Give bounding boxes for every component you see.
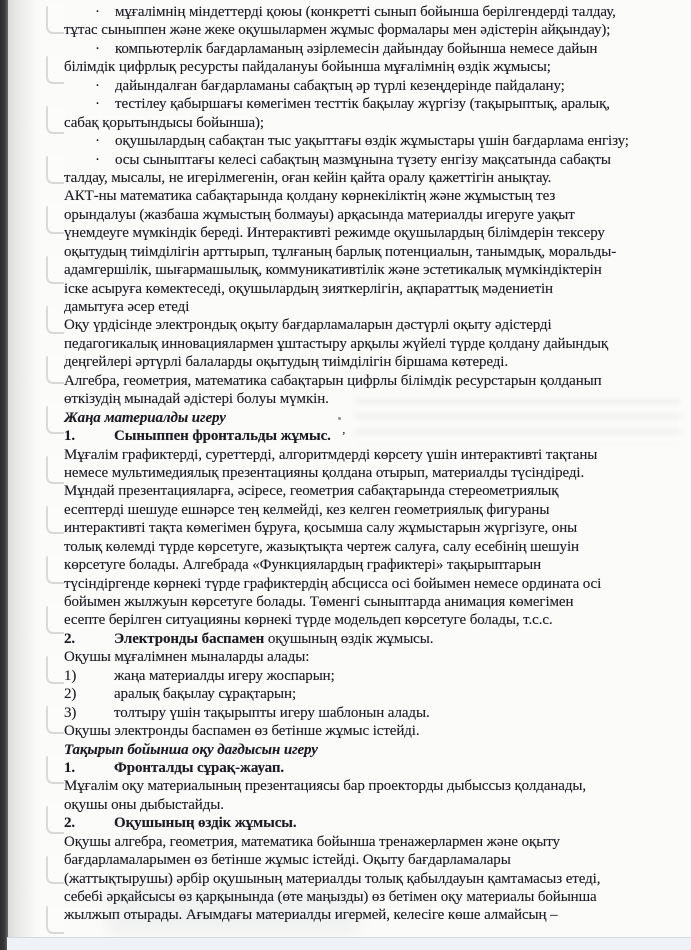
text-line [64,446,679,464]
list-number: 2) [64,686,77,703]
text-line [64,501,679,519]
bullet-marker: · [95,4,100,20]
text-line [64,353,679,371]
line-text: Сыныппен фронтальды жұмыс. [114,428,331,445]
paragraph-plain [64,833,679,925]
paragraph-heading [64,741,679,759]
text-line [64,593,679,611]
scan-bottom-strip [7,937,691,950]
list-number: 2. [64,815,76,832]
paragraph-numbold [64,759,679,777]
text-line [64,187,679,205]
bullet-marker: · [95,133,100,150]
text-line [64,556,679,574]
line-text: жаңа материалды игеру жоспарын; [114,667,335,684]
binding-hole-mark [46,206,64,234]
line-text: жылжып отырады. Ағымдағы материалды игермей, келесіге көше алмайсың – [64,907,558,924]
line-text: орындалуы (жазбаша жұмыстың болмауы) арқасында материалды игеруге уақыт [64,206,575,223]
line-text: адамгершілік, шығармашылық, коммуникативтілік және эстетикалық мүмкіндіктерін [64,262,602,279]
line-text: компьютерлік бағдарламаның әзірлемесін дайындау бойынша немесе дайын [115,40,598,57]
line-text: тұтас сыныппен және жеке оқушылармен жұмыс формалары мен әдістерін айқындау); [64,22,611,39]
binding-hole-mark [46,506,64,534]
paragraph-numlist [64,704,679,722]
line-text: Мұндай презентацияларға, әсіресе, геометрия сабақтарында стереометриялық [64,483,559,500]
text-line [64,906,679,924]
paragraph-bullet [64,132,679,150]
line-text: дайындалған бағдарламаны сабақтың әр түрлі кезеңдерінде пайдалану; [115,77,565,94]
text-line [64,630,679,648]
text-line [64,261,679,279]
heading-rest-text: оқушының өздік жұмысы. [264,630,434,647]
paragraph-plain [64,187,679,316]
paragraph-plain [64,372,679,409]
line-text: Алгебра, геометрия, математика сабақтарын цифрлы білімдік ресурстарын қолданып [64,372,602,389]
line-text: оқушылардың сабақтан тыс уақыттағы өздік жұмыстары үшін бағдарлама енгізу; [115,133,629,150]
paragraph-bullet [64,40,679,77]
text-line [64,685,679,703]
text-line [64,667,679,685]
bullet-marker: · [95,40,100,57]
line-text: интерактивті тақта көмегімен бұруға, қосымша салу жұмыстарын жүргізуге, оны [64,520,578,537]
bullet-marker: · [95,77,100,94]
line-text: сабақ қорытындысы бойынша); [64,114,264,131]
line-text: толтыру үшін тақырыпты игеру шаблонын алады. [114,704,430,721]
binding-hole-mark [46,256,64,284]
binding-hole-mark [46,556,64,584]
text-line [64,888,679,906]
text-line [64,114,679,132]
list-number: 1) [64,667,77,684]
text-line [64,224,679,242]
text-line [64,40,679,58]
line-text: (жаттықтырушы) әрбір оқушының материалды толық қабылдауын қамтамасыз етеді, [64,870,601,887]
scan-edge-shadow [8,0,36,950]
binding-hole-mark [46,456,64,484]
line-text: себебі әрқайсысы өз қарқынында (өте маңызды) өз бетімен оқу материалы бойынша [64,889,597,905]
paragraph-bullet [64,151,679,188]
text-line [64,151,679,169]
binding-hole-mark [46,906,64,934]
text-line [64,519,679,537]
line-text: түсіндіргенде көрнекі түрде графиктердің абсцисса осі бойымен немесе ордината осі [64,575,602,592]
line-text: Тақырып бойынша оқу дағдысын игеру [64,741,318,758]
line-text: іске асыруға көмектеседі, оқушылардың зияткерлігін, ақпараттық мәдениетін [64,280,553,297]
line-text: үнемдеуге мүмкіндік береді. Интерактивті режимде оқушылардың білімдерін тексеру [64,225,605,242]
text-line [64,298,679,316]
paragraph-plain [64,316,679,371]
line-text: есептерді шешуде ешнәрсе тең келмейді, кез келген геометриялық фигураны [64,501,550,518]
line-text: Жаңа материалды игеру [64,409,226,426]
paragraph-bullet [64,3,679,40]
text-line [64,390,679,408]
text-line [64,464,679,482]
text-line [64,777,679,795]
binding-hole-mark [46,756,64,784]
binding-hole-mark [46,356,64,384]
text-line [64,206,679,224]
text-line [64,95,679,113]
paragraph-numbold [64,814,679,832]
text-line [64,796,679,814]
text-line [64,759,679,777]
text-line [64,77,679,95]
text-line [64,482,679,500]
text-line [64,409,679,427]
line-text: дамытуға әсер етеді [64,299,190,315]
line-text: Оқушы мұғалімнен мыналарды алады: [64,649,310,666]
binding-hole-mark [46,306,64,334]
paragraph-plain [64,777,679,814]
line-text: Оқушы алгебра, геометрия, математика бойынша тренажерлармен және оқыту [64,833,560,850]
line-text: талдау, мысалы, не игерілмегенін, оған кейін қайта оралу қажеттігін анықтау. [64,169,552,186]
text-line [64,132,679,150]
line-text: мұғалімнің міндеттерді қоюы (конкретті сынып бойынша берілгендерді талдау, [115,4,616,20]
text-line [64,58,679,76]
bullet-marker: · [95,96,100,113]
line-text: Оқушы электронды баспамен өз бетінше жұмыс істейді. [64,723,420,740]
line-text: көрсетуге болады. Алгебрада «Функциялардың графиктері» тақырыптарын [64,557,542,574]
text-line [64,538,679,556]
text-line [64,169,679,187]
binding-hole-mark [46,656,64,684]
text-line [64,833,679,851]
list-number: 1. [64,428,76,445]
binding-hole-mark [46,406,64,434]
text-line [64,648,679,666]
heading-bold-text: Электронды баспамен [114,630,265,647]
binding-hole-mark [46,606,64,634]
text-line [64,611,679,629]
paragraph-plain [64,446,679,630]
line-text: оқытудың тиімділігін арттырып, тұлғаның барлық потенциалын, танымдық, моральды- [64,243,617,260]
line-text: немесе мультимедиялық презентацияны қолдана отырып, материалды түсіндіреді. [64,464,585,481]
paragraph-plain [64,722,679,740]
line-text: АКТ-ны математика сабақтарында қолдану көрнекіліктің және жұмыстың тез [64,188,556,205]
paragraph-plain [64,648,679,666]
line-text: есепте берілген ситуацияны көрнекі түрде модельдеп көрсетуге болады, т.с.с. [64,612,553,629]
list-number: 1. [64,759,76,776]
line-text: Мұғалім графиктерді, суреттерді, алгоритмдерді көрсету үшін интерактивті тақтаны [64,446,598,463]
line-text: аралық бақылау сұрақтарын; [114,686,297,703]
line-text: бағдарламаларымен өз бетінше жұмыс істейді. Оқыту бағдарламалары [64,852,511,869]
text-line [64,741,679,759]
text-line [64,704,679,722]
binding-hole-mark [46,856,64,884]
scan-edge-strip [0,0,8,950]
paragraph-numlist [64,685,679,703]
paragraph-bullet [64,95,679,132]
line-text: Оқу үрдісінде электрондық оқыту бағдарламаларын дәстүрлі оқыту әдістерді [64,317,552,334]
paragraph-bullet [64,77,679,95]
line-text: педагогикалық инновациялармен ұштастыру арқылы жүйелі түрде қолдану дайындық [64,335,609,352]
line-text: бойымен жылжуын көрсетуге болады. Төменгі сыныптарда анимация көмегімен [64,594,574,610]
text-line [64,243,679,261]
stray-pen-mark: ʼ [341,429,346,444]
paragraph-numlist [64,667,679,685]
text-line [64,851,679,869]
line-text: деңгейлері әртүрлі балаларды оқытудың тиімділігін біршама көтереді. [64,354,509,371]
binding-hole-mark [46,56,64,84]
text-line [64,814,679,832]
text-line [64,316,679,334]
line-text: толық көлемді түрде көрсетуге, жазықтықта чертеж салуға, салу есебінің шешуін [64,538,579,555]
line-text: осы сыныптағы келесі сабақтың мазмұнына түзету енгізу мақсатында сабақты [115,151,611,168]
text-line [64,280,679,298]
list-number: 3) [64,704,77,721]
paragraph-numbold [64,427,679,445]
text-line [64,575,679,593]
binding-hole-mark [46,806,64,834]
line-text: оқушы оны дыбыстайды. [64,796,224,813]
line-text: Фронталды сұрақ-жауап. [114,759,285,776]
binding-hole-mark [46,156,64,184]
binding-hole-mark [46,706,64,734]
text-line [64,722,679,740]
text-line [64,372,679,390]
line-text: Мұғалім оқу материалының презентациясы бар проекторды дыбыссыз қолданады, [64,778,586,795]
line-text: тестілеу қабыршағы көмегімен тесттік бақылау жүргізу (тақырыптық, аралық, [115,96,610,113]
line-text: Оқушының өздік жұмысы. [114,815,297,832]
line-text: өткізудің мынадай әдістері болуы мүмкін. [64,391,329,408]
binding-hole-mark [46,6,64,34]
text-line [64,3,679,21]
text-block [64,3,679,925]
text-line [64,21,679,39]
binding-hole-mark [46,106,64,134]
line-text: білімдік цифрлық ресурсты пайдалануы бойынша мұғалімнің өздік жұмысы; [64,59,551,76]
bullet-marker: · [95,151,100,168]
list-number: 2. [64,630,76,647]
paragraph-numbold-mixed [64,630,679,648]
paragraph-heading [64,409,679,427]
text-line [64,335,679,353]
text-line [64,427,679,445]
text-line [64,870,679,888]
